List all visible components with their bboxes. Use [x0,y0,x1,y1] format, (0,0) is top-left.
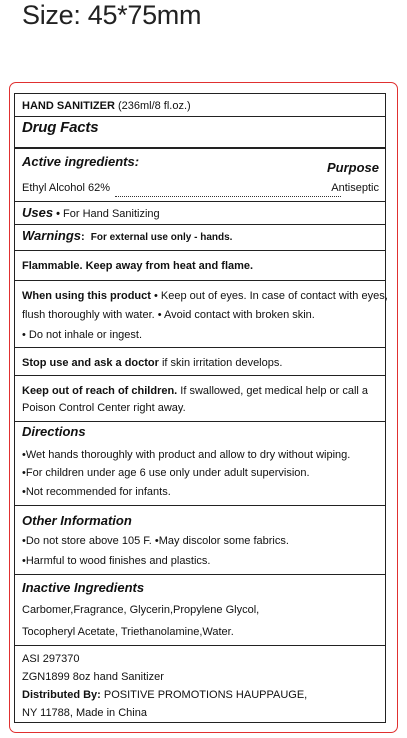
divider [15,421,385,422]
divider [15,250,385,251]
uses-bullet: • [53,208,64,220]
when-using-text-3: • Do not inhale or ingest. [22,329,143,341]
product-volume: (236ml/8 fl.oz.) [114,100,191,112]
directions-item: •For children under age 6 use only under adult supervision. [22,467,310,479]
uses-heading: Uses [22,205,54,220]
stop-use-line [22,356,282,370]
warnings-colon: : [81,231,85,243]
distributor-line [22,688,307,702]
drug-facts-panel [14,93,386,723]
divider [15,347,385,348]
purpose-heading: Purpose [326,160,379,175]
dot-leader [115,189,341,197]
when-using-heading: When using this product [22,290,151,302]
stop-use-text: if skin irritation develops. [158,357,283,369]
inactive-line-1: Carbomer,Fragrance, Glycerin,Propylene Glycol, [22,604,260,616]
product-name: HAND SANITIZER [22,100,115,112]
directions-heading: Directions [22,424,86,439]
when-using-line-1 [22,289,388,303]
distributed-by-label: Distributed By: [22,689,101,701]
inactive-heading: Inactive Ingredients [22,580,145,595]
divider [15,224,385,225]
divider [15,147,385,149]
directions-item: •Wet hands thoroughly with product and allow to dry without wiping. [22,449,351,461]
other-info-heading: Other Information [22,513,132,528]
stop-use-heading: Stop use and ask a doctor [22,357,159,369]
distributor-name: POSITIVE PROMOTIONS HAUPPAUGE, [100,689,308,701]
divider [15,280,385,281]
size-title: Size: 45*75mm [22,0,202,30]
external-use-text: For external use only - hands. [90,232,233,243]
active-ingredients-heading: Active ingredients: [22,154,140,169]
directions-item: •Not recommended for infants. [22,486,171,498]
divider [15,505,385,506]
inactive-line-2: Tocopheryl Acetate, Triethanolamine,Water. [22,626,234,638]
warnings-heading: Warnings [22,228,81,243]
active-ingredient: Ethyl Alcohol 62% [22,182,111,194]
zgn-product: ZGN1899 8oz hand Sanitizer [22,671,164,683]
warnings-line [22,229,232,245]
divider [15,645,385,646]
other-info-item: •Harmful to wood finishes and plastics. [22,555,211,567]
divider [15,201,385,202]
divider [15,116,385,117]
divider [15,375,385,376]
drug-facts-title: Drug Facts [22,119,99,136]
keep-out-line-1 [22,384,368,398]
uses-text: For Hand Sanitizing [63,208,160,220]
product-header [22,99,191,113]
keep-out-text-1: If swallowed, get medical help or call a [177,385,369,397]
other-info-item: •Do not store above 105 F. •May discolor some fabrics. [22,535,289,547]
divider [15,574,385,575]
keep-out-text-2: Poison Control Center right away. [22,402,186,414]
flammable-warning: Flammable. Keep away from heat and flame. [22,260,254,272]
asi-number: ASI 297370 [22,653,80,665]
uses-line [22,206,160,221]
when-using-text-2: flush thoroughly with water. • Avoid contact with broken skin. [22,309,315,321]
distributor-address: NY 11788, Made in China [22,707,147,719]
active-purpose: Antiseptic [331,182,379,194]
keep-out-heading: Keep out of reach of children. [22,385,178,397]
when-using-text-1: • Keep out of eyes. In case of contact with eyes, [150,290,388,302]
